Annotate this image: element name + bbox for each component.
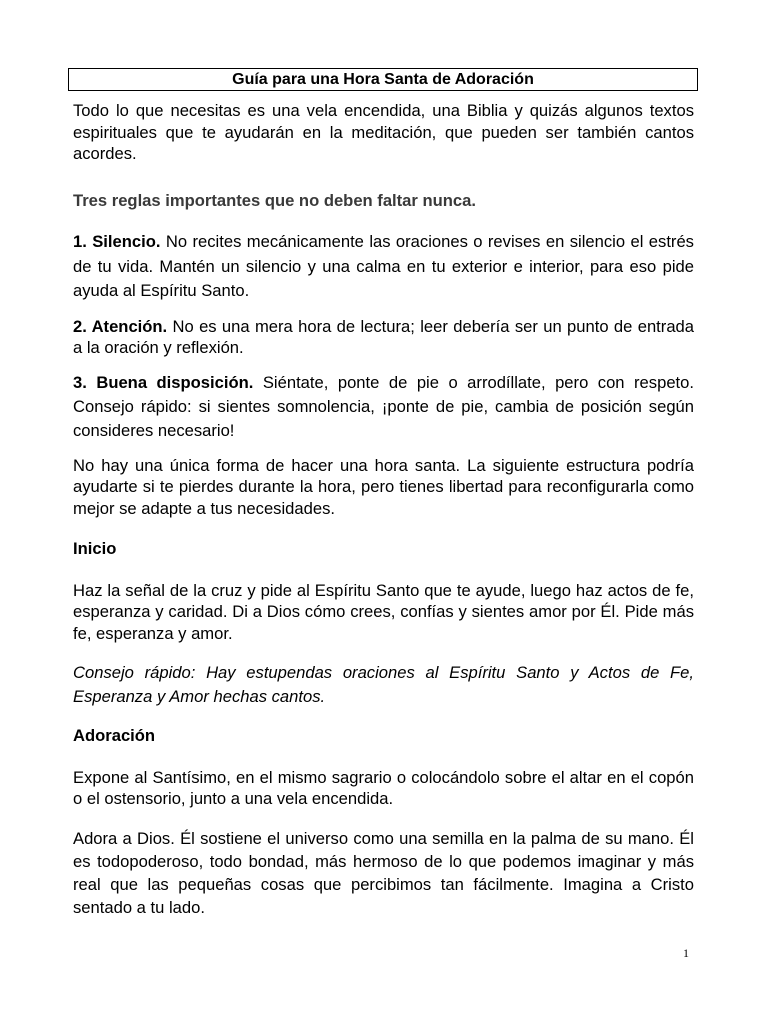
adoracion-paragraph-1: Expone al Santísimo, en el mismo sagrario o colocándolo sobre el altar en el copón o el ostensorio, junto a una vela encendida. xyxy=(73,767,694,808)
rule-label: 1. Silencio. xyxy=(73,232,161,251)
rule-atencion xyxy=(73,316,694,359)
rule-buena-disposicion xyxy=(73,371,694,443)
rules-heading: Tres reglas importantes que no deben faltar nunca. xyxy=(73,190,476,210)
page-number: 1 xyxy=(683,946,689,960)
intro-paragraph: Todo lo que necesitas es una vela encendida, una Biblia y quizás algunos textos espirituales que te ayudarán en la meditación, que pueden ser también cantos acordes. xyxy=(73,101,694,163)
document-body xyxy=(73,100,694,919)
section-heading-inicio: Inicio xyxy=(73,539,117,558)
rule-text: Siéntate, ponte de pie o arrodíllate, pero con respeto. Consejo rápido: si sientes somnolencia, ¡ponte de pie, cambia de posición según consideres necesario! xyxy=(73,372,694,440)
section-heading-adoracion: Adoración xyxy=(73,726,156,745)
structure-paragraph: No hay una única forma de hacer una hora santa. La siguiente estructura podría ayudarte si te pierdes durante la hora, pero tienes libertad para reconfigurarla como mejor se adapte a tus necesidades. xyxy=(73,455,694,518)
adoracion-paragraph-2: Adora a Dios. Él sostiene el universo como una semilla en la palma de su mano. Él es todopoderoso, todo bondad, más hermoso de lo que podemos imaginar y más real que las pequeñas cosas que percibimos tan fácilmente. Imagina a Cristo sentado a tu lado. xyxy=(73,828,694,917)
rule-silencio xyxy=(73,230,694,304)
inicio-paragraph: Haz la señal de la cruz y pide al Espíritu Santo que te ayude, luego haz actos de fe, esperanza y caridad. Di a Dios cómo crees, confías y sientes amor por Él. Pide más fe, esperanza y amor. xyxy=(73,580,694,643)
inicio-tip: Consejo rápido: Hay estupendas oraciones al Espíritu Santo y Actos de Fe, Esperanza y Amor hechas cantos. xyxy=(73,663,694,706)
rule-text: No recites mecánicamente las oraciones o revises en silencio el estrés de tu vida. Mantén un silencio y una calma en tu exterior e interior, para eso pide ayuda al Espíritu Santo. xyxy=(73,232,694,300)
rule-text: No es una mera hora de lectura; leer debería ser un punto de entrada a la oración y reflexión. xyxy=(73,316,695,357)
rule-label: 2. Atención. xyxy=(73,316,168,336)
document-title: Guía para una Hora Santa de Adoración xyxy=(68,68,698,91)
rule-label: 3. Buena disposición. xyxy=(73,372,254,392)
